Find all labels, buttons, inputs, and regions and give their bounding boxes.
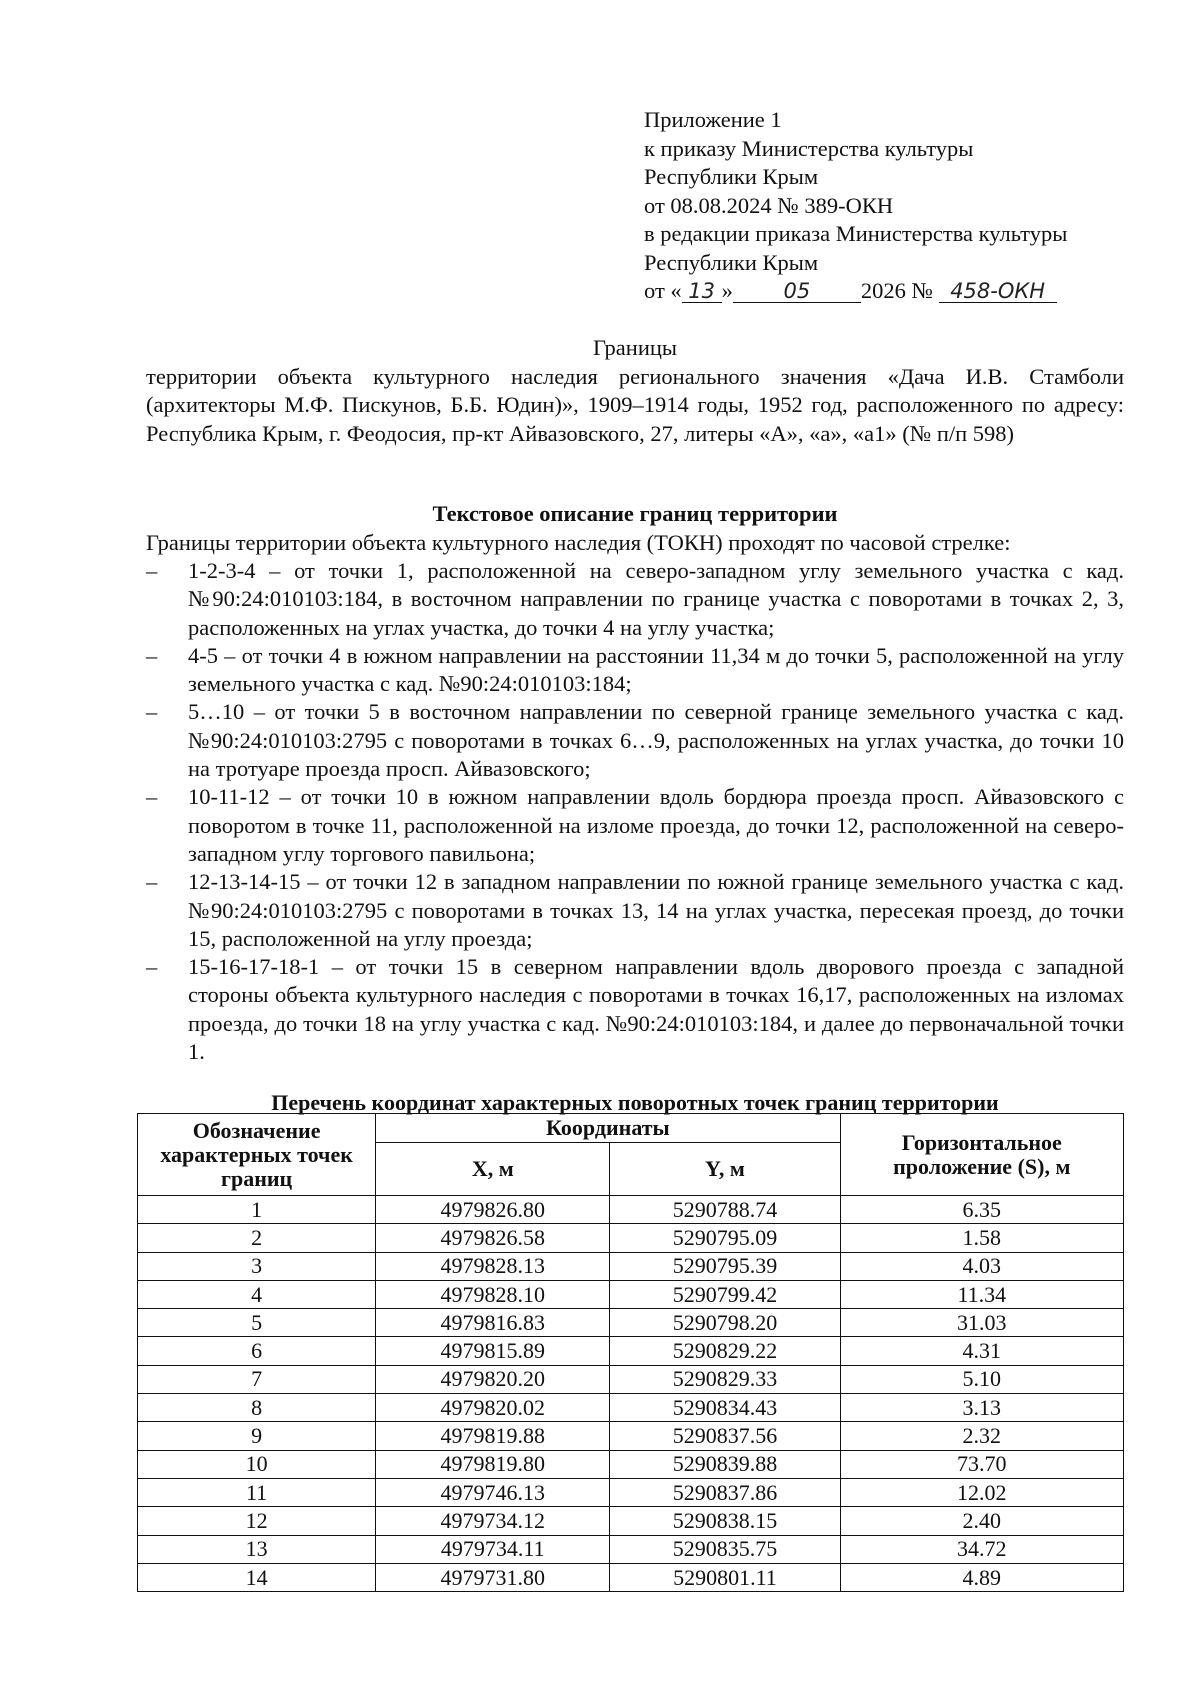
cell-s: 2.40 <box>840 1507 1123 1535</box>
description-intro: Границы территории объекта культурного наследия (ТОКН) проходят по часовой стрелке: <box>146 529 1011 555</box>
cell-y: 5290801.11 <box>610 1563 840 1591</box>
header-designation: Обозначение характерных точек границ <box>138 1114 376 1196</box>
date-mid: » <box>721 278 733 303</box>
cell-x: 4979819.80 <box>376 1450 610 1478</box>
cell-y: 5290834.43 <box>610 1394 840 1422</box>
header-line-4: от 08.08.2024 № 389-ОКН <box>644 192 894 218</box>
list-dash: – <box>146 954 158 980</box>
description-section <box>146 500 1124 1066</box>
document-title-block <box>146 334 1124 448</box>
list-dash: – <box>146 558 158 583</box>
table-row <box>138 1394 1124 1422</box>
table-row <box>138 1224 1124 1252</box>
list-item <box>146 953 1124 1066</box>
header-coordinates: Координаты <box>376 1114 840 1143</box>
cell-x: 4979828.10 <box>376 1280 610 1308</box>
table-row <box>138 1337 1124 1365</box>
cell-s: 4.03 <box>840 1252 1123 1280</box>
header-line-3: Республики Крым <box>644 164 819 189</box>
handwritten-month: 05 <box>733 278 861 303</box>
cell-s: 1.58 <box>840 1224 1123 1252</box>
table-title: Перечень координат характерных поворотных точек границ территории <box>271 1090 999 1115</box>
list-item <box>146 642 1124 699</box>
list-item-text: 15-16-17-18-1 – от точки 15 в северном направлении вдоль дворового проезда с западной стороны объекта культурного наследия с поворотами в точках 16,17, расположенных на изломах проезда, до точки 18 на углу участка с кад. №90:24:010103:184, и далее до первоначальной точки 1. <box>188 954 1124 1065</box>
cell-s: 31.03 <box>840 1309 1123 1337</box>
table-row <box>138 1280 1124 1308</box>
boundary-list <box>146 557 1124 1066</box>
cell-s: 3.13 <box>840 1394 1123 1422</box>
list-item <box>146 783 1124 868</box>
cell-x: 4979820.20 <box>376 1365 610 1393</box>
cell-point: 2 <box>138 1224 376 1252</box>
cell-point: 13 <box>138 1535 376 1563</box>
table-row <box>138 1478 1124 1506</box>
cell-s: 4.31 <box>840 1337 1123 1365</box>
list-item-text: 12-13-14-15 – от точки 12 в западном направлении по южной границе земельного участка с кад. №90:24:010103:2795 с поворотами в точках 13, 14 на углах участка, пересекая проезд, до точки 15, расположенной на углу проезда; <box>188 869 1124 951</box>
cell-point: 1 <box>138 1196 376 1224</box>
header-date-line <box>644 277 1067 306</box>
attachment-header <box>644 106 1067 306</box>
cell-y: 5290795.39 <box>610 1252 840 1280</box>
list-item <box>146 868 1124 953</box>
coordinates-table <box>137 1113 1124 1592</box>
cell-s: 2.32 <box>840 1422 1123 1450</box>
cell-y: 5290798.20 <box>610 1309 840 1337</box>
cell-s: 34.72 <box>840 1535 1123 1563</box>
cell-s: 11.34 <box>840 1280 1123 1308</box>
list-item-text: 1-2-3-4 – от точки 1, расположенной на северо-западном углу земельного участка с кад. №90:24:010103:184, в восточном направлении по границе участка с поворотами в точках 2, 3, расположенных на углах участка, до точки 4 на углу участка; <box>188 558 1124 640</box>
cell-x: 4979826.80 <box>376 1196 610 1224</box>
list-item-text: 4-5 – от точки 4 в южном направлении на расстоянии 11,34 м до точки 5, расположенной на углу земельного участка с кад. №90:24:010103:184; <box>188 642 1124 697</box>
cell-x: 4979815.89 <box>376 1337 610 1365</box>
cell-x: 4979734.12 <box>376 1507 610 1535</box>
cell-y: 5290837.56 <box>610 1422 840 1450</box>
cell-y: 5290829.33 <box>610 1365 840 1393</box>
cell-point: 9 <box>138 1422 376 1450</box>
header-line-5: в редакции приказа Министерства культуры <box>644 221 1068 246</box>
cell-s: 12.02 <box>840 1478 1123 1506</box>
header-y: Y, м <box>610 1143 840 1196</box>
cell-y: 5290795.09 <box>610 1224 840 1252</box>
cell-x: 4979746.13 <box>376 1478 610 1506</box>
cell-s: 6.35 <box>840 1196 1123 1224</box>
table-row <box>138 1365 1124 1393</box>
header-line-2: к приказу Министерства культуры <box>644 135 974 161</box>
list-item <box>146 698 1124 783</box>
table-row <box>138 1252 1124 1280</box>
cell-x: 4979819.88 <box>376 1422 610 1450</box>
cell-point: 7 <box>138 1365 376 1393</box>
cell-y: 5290838.15 <box>610 1507 840 1535</box>
handwritten-day: 13 <box>682 278 722 303</box>
list-dash: – <box>146 869 158 895</box>
cell-x: 4979731.80 <box>376 1563 610 1591</box>
cell-y: 5290788.74 <box>610 1196 840 1224</box>
list-dash: – <box>146 642 158 668</box>
cell-y: 5290837.86 <box>610 1478 840 1506</box>
table-row <box>138 1422 1124 1450</box>
table-row <box>138 1450 1124 1478</box>
cell-point: 10 <box>138 1450 376 1478</box>
table-body <box>138 1196 1124 1592</box>
cell-point: 5 <box>138 1309 376 1337</box>
table-row <box>138 1507 1124 1535</box>
date-prefix: от « <box>644 278 682 303</box>
cell-point: 14 <box>138 1563 376 1591</box>
cell-s: 4.89 <box>840 1563 1123 1591</box>
cell-point: 12 <box>138 1507 376 1535</box>
table-row <box>138 1563 1124 1591</box>
cell-point: 8 <box>138 1394 376 1422</box>
table-row <box>138 1535 1124 1563</box>
cell-y: 5290839.88 <box>610 1450 840 1478</box>
header-line-6: Республики Крым <box>644 249 819 275</box>
cell-point: 3 <box>138 1252 376 1280</box>
list-dash: – <box>146 784 158 810</box>
document-title: Границы <box>592 335 678 360</box>
cell-x: 4979820.02 <box>376 1394 610 1422</box>
cell-point: 4 <box>138 1280 376 1308</box>
header-horizontal: Горизонтальное проложение (S), м <box>840 1114 1123 1196</box>
cell-y: 5290835.75 <box>610 1535 840 1563</box>
cell-x: 4979734.11 <box>376 1535 610 1563</box>
cell-point: 11 <box>138 1478 376 1506</box>
cell-s: 5.10 <box>840 1365 1123 1393</box>
cell-y: 5290799.42 <box>610 1280 840 1308</box>
date-year: 2026 № <box>860 278 934 303</box>
handwritten-order-number: 458-ОКН <box>939 278 1057 303</box>
cell-y: 5290829.22 <box>610 1337 840 1365</box>
cell-x: 4979828.13 <box>376 1252 610 1280</box>
cell-x: 4979826.58 <box>376 1224 610 1252</box>
list-dash: – <box>146 699 158 725</box>
cell-point: 6 <box>138 1337 376 1365</box>
header-line-1: Приложение 1 <box>644 107 782 132</box>
list-item-text: 10-11-12 – от точки 10 в южном направлении вдоль бордюра проезда просп. Айвазовского с поворотом в точке 11, расположенной на изломе проезда, до точки 12, расположенной на северо-западном углу торгового павильона; <box>188 784 1124 866</box>
table-row <box>138 1196 1124 1224</box>
description-heading: Текстовое описание границ территории <box>432 501 838 526</box>
table-row <box>138 1309 1124 1337</box>
cell-x: 4979816.83 <box>376 1309 610 1337</box>
cell-s: 73.70 <box>840 1450 1123 1478</box>
header-x: X, м <box>376 1143 610 1196</box>
list-item-text: 5…10 – от точки 5 в восточном направлении по северной границе земельного участка с кад. №90:24:010103:2795 с поворотами в точках 6…9, расположенных на углах участка, до точки 10 на тротуаре проезда просп. Айвазовского; <box>188 699 1124 782</box>
document-subtitle: территории объекта культурного наследия регионального значения «Дача И.В. Стамболи (архитекторы М.Ф. Пискунов, Б.Б. Юдин)», 1909–1914 годы, 1952 год, расположенного по адресу: Республика Крым, г. Феодосия, пр-кт Айвазовского, 27, литеры «А», «а», «а1» (№ п/п 598) <box>146 363 1124 446</box>
table-header-row <box>138 1114 1124 1143</box>
list-item <box>146 557 1124 642</box>
